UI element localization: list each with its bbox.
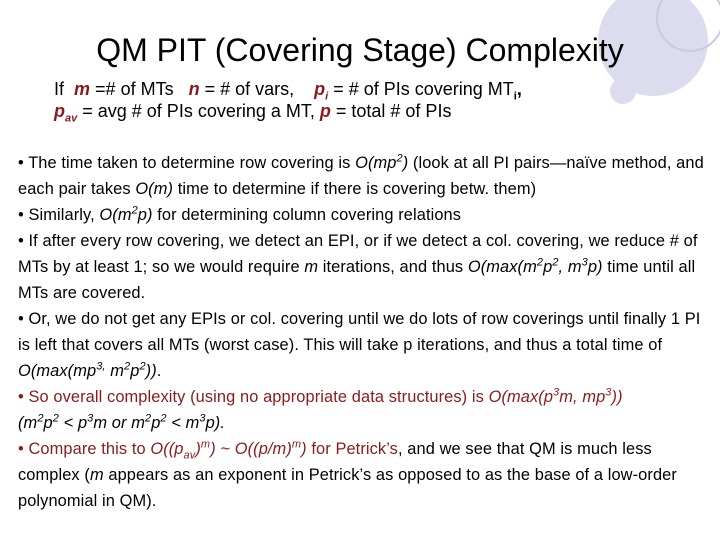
definition-line-2: $p_{av}$ = avg # of PIs covering a MT, p = total # of PIs — [54, 101, 452, 125]
bullet-list — [18, 150, 712, 514]
bullet-column-covering: • Similarly, $O(m^2p)$ for determining column covering relations — [18, 204, 462, 224]
definitions — [54, 78, 714, 125]
definition-line-1: If m =# of MTs n = # of vars, $p_i$ = # of PIs covering $MT_i$, — [54, 79, 522, 103]
bullet-epi-detection: • If after every row covering, we detect an EPI, or if we detect a col. covering, we reduce # of MTs by at least 1; so we would require m iterations, and thus $O(\max(m^2p^2$, $m^3p$) time until all MTs are covered. — [18, 232, 698, 302]
bullet-petrick-comparison: • Compare this to $O((p_{av})^m)$ ~ $O((p/m)^m)$ for Petrick’s, and we see that QM is much less complex (m appears as an exponent in Petrick’s as opposed to as the base of a low-order polynomial in QM). — [18, 438, 677, 510]
slide-title: QM PIT (Covering Stage) Complexity — [96, 32, 624, 68]
bullet-overall-complexity: • So overall complexity (using no appropriate data structures) is $O(\max(p^3m$, $mp^3$)) ($m^2p^2 < p^3m$ or $m^2p^2 < m^3p$). — [18, 386, 623, 432]
bullet-worst-case: • Or, we do not get any EPIs or col. covering until we do lots of row coverings until finally 1 PI is left that covers all MTs (worst case). This will take p iterations, and thus a total time of $O(\max(mp^{3,}$ $m^2p^2$)). — [18, 310, 701, 380]
bullet-row-covering: • The time taken to determine row covering is $O(mp^2)$ (look at all PI pairs—naïve method, and each pair takes O(m) time to determine if there is covering betw. them) — [18, 152, 704, 198]
